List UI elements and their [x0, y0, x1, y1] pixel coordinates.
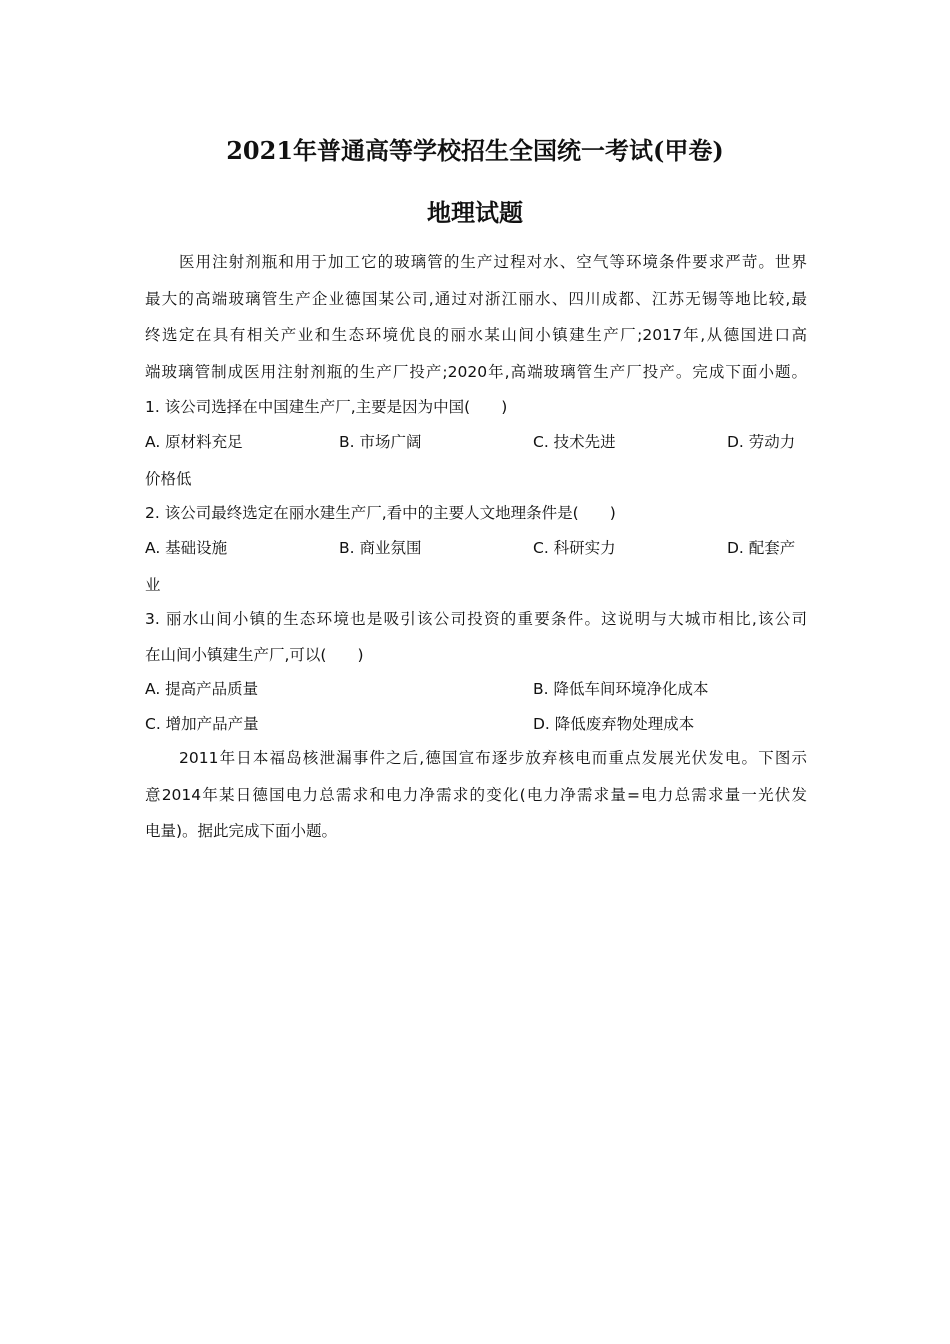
question-2-option-a: A. 基础设施: [145, 539, 228, 557]
question-2-option-b: B. 商业氛围: [339, 539, 422, 557]
question-1-option-a: A. 原材料充足: [145, 433, 243, 451]
question-3-option-a: A. 提高产品质量: [145, 680, 259, 698]
question-2-option-d-overflow: 业: [145, 576, 161, 594]
passage1-line-4: 端玻璃管制成医用注射剂瓶的生产厂投产;2020年,高端玻璃管生产厂投产。完成下面小题。: [145, 363, 807, 381]
question-3-stem-line-2: 在山间小镇建生产厂,可以( ): [145, 646, 364, 664]
question-2-stem: 2. 该公司最终选定在丽水建生产厂,看中的主要人文地理条件是( ): [145, 504, 616, 522]
question-1-option-d-overflow: 价格低: [145, 470, 192, 488]
exam-subtitle: 地理试题: [427, 198, 523, 227]
question-3-stem-line-1: 3. 丽水山间小镇的生态环境也是吸引该公司投资的重要条件。这说明与大城市相比,该公司: [145, 610, 807, 628]
passage1-line-2: 最大的高端玻璃管生产企业德国某公司,通过对浙江丽水、四川成都、江苏无锡等地比较,最: [145, 290, 807, 308]
question-3-option-b: B. 降低车间环境净化成本: [533, 680, 709, 698]
passage2-line-3: 电量)。据此完成下面小题。: [145, 822, 338, 840]
passage2-line-1: 2011年日本福岛核泄漏事件之后,德国宣布逐步放弃核电而重点发展光伏发电。下图示: [179, 749, 807, 767]
question-3-option-c: C. 增加产品产量: [145, 715, 259, 733]
question-1-option-c: C. 技术先进: [533, 433, 616, 451]
question-1-stem: 1. 该公司选择在中国建生产厂,主要是因为中国( ): [145, 398, 508, 416]
exam-title: 2021年普通高等学校招生全国统一考试(甲卷): [226, 136, 724, 165]
question-3-option-d: D. 降低废弃物处理成本: [533, 715, 695, 733]
question-1-option-d: D. 劳动力: [727, 433, 796, 451]
passage2-line-2: 意2014年某日德国电力总需求和电力净需求的变化(电力净需求量=电力总需求量一光伏发: [145, 786, 807, 804]
question-2-option-d: D. 配套产: [727, 539, 796, 557]
question-1-option-b: B. 市场广阔: [339, 433, 422, 451]
passage1-line-3: 终选定在具有相关产业和生态环境优良的丽水某山间小镇建生产厂;2017年,从德国进口高: [145, 326, 807, 344]
question-2-option-c: C. 科研实力: [533, 539, 616, 557]
passage1-line-1: 医用注射剂瓶和用于加工它的玻璃管的生产过程对水、空气等环境条件要求严苛。世界: [179, 253, 807, 271]
